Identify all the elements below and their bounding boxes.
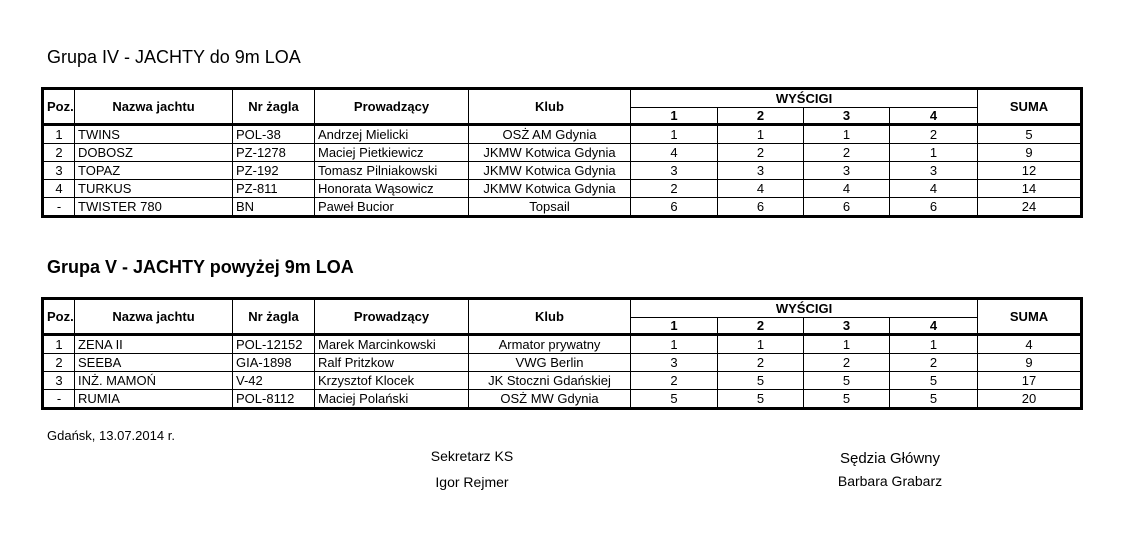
header-races: WYŚCIGI <box>631 89 978 108</box>
header-race-2: 2 <box>718 318 804 335</box>
cell-race-4: 2 <box>890 125 978 144</box>
cell-sum: 5 <box>978 125 1082 144</box>
judge-role: Sędzia Główny <box>839 450 941 467</box>
cell-club: JK Stoczni Gdańskiej <box>469 372 631 390</box>
table-row <box>43 162 1082 180</box>
cell-race-4: 6 <box>890 198 978 217</box>
cell-race-2: 1 <box>718 335 804 354</box>
cell-club: OSŻ AM Gdynia <box>469 125 631 144</box>
cell-race-1: 4 <box>631 144 718 162</box>
cell-yacht-name: TOPAZ <box>75 162 233 180</box>
table-row <box>43 180 1082 198</box>
cell-sum: 17 <box>978 372 1082 390</box>
cell-club: JKMW Kotwica Gdynia <box>469 162 631 180</box>
header-poz: Poz. <box>43 299 75 335</box>
cell-club: Armator prywatny <box>469 335 631 354</box>
header-skipper: Prowadzący <box>315 299 469 335</box>
header-sum: SUMA <box>978 89 1082 125</box>
header-club: Klub <box>469 299 631 335</box>
cell-sail-number: BN <box>233 198 315 217</box>
cell-yacht-name: SEEBA <box>75 354 233 372</box>
header-race-1: 1 <box>631 318 718 335</box>
cell-skipper: Marek Marcinkowski <box>315 335 469 354</box>
cell-race-1: 2 <box>631 372 718 390</box>
cell-sum: 4 <box>978 335 1082 354</box>
cell-race-3: 3 <box>804 162 890 180</box>
cell-race-3: 6 <box>804 198 890 217</box>
cell-skipper: Honorata Wąsowicz <box>315 180 469 198</box>
header-race-3: 3 <box>804 108 890 125</box>
cell-sail-number: GIA-1898 <box>233 354 315 372</box>
group5-results-table <box>41 297 1083 410</box>
cell-poz: 1 <box>43 125 75 144</box>
cell-sail-number: PZ-811 <box>233 180 315 198</box>
table-row <box>43 144 1082 162</box>
cell-race-4: 5 <box>890 372 978 390</box>
cell-race-3: 1 <box>804 125 890 144</box>
table-row <box>43 354 1082 372</box>
header-yacht-name: Nazwa jachtu <box>75 299 233 335</box>
cell-poz: 4 <box>43 180 75 198</box>
table-row <box>43 198 1082 217</box>
cell-skipper: Maciej Pietkiewicz <box>315 144 469 162</box>
cell-club: VWG Berlin <box>469 354 631 372</box>
cell-sum: 12 <box>978 162 1082 180</box>
cell-race-4: 3 <box>890 162 978 180</box>
cell-race-2: 5 <box>718 390 804 409</box>
cell-sail-number: V-42 <box>233 372 315 390</box>
cell-race-2: 4 <box>718 180 804 198</box>
cell-sum: 9 <box>978 354 1082 372</box>
cell-poz: - <box>43 390 75 409</box>
cell-race-1: 1 <box>631 125 718 144</box>
cell-yacht-name: TURKUS <box>75 180 233 198</box>
cell-poz: 2 <box>43 144 75 162</box>
cell-club: OSŻ MW Gdynia <box>469 390 631 409</box>
header-race-3: 3 <box>804 318 890 335</box>
cell-yacht-name: TWINS <box>75 125 233 144</box>
cell-sum: 14 <box>978 180 1082 198</box>
cell-yacht-name: RUMIA <box>75 390 233 409</box>
cell-skipper: Ralf Pritzkow <box>315 354 469 372</box>
cell-poz: 1 <box>43 335 75 354</box>
cell-yacht-name: TWISTER 780 <box>75 198 233 217</box>
cell-race-2: 2 <box>718 354 804 372</box>
group5-title: Grupa V - JACHTY powyżej 9m LOA <box>47 257 354 277</box>
header-sail-number: Nr żagla <box>233 299 315 335</box>
header-poz: Poz. <box>43 89 75 125</box>
header-club: Klub <box>469 89 631 125</box>
cell-race-3: 2 <box>804 144 890 162</box>
cell-race-1: 5 <box>631 390 718 409</box>
cell-race-4: 2 <box>890 354 978 372</box>
cell-race-3: 5 <box>804 372 890 390</box>
cell-race-2: 5 <box>718 372 804 390</box>
cell-sail-number: POL-38 <box>233 125 315 144</box>
cell-poz: 2 <box>43 354 75 372</box>
header-race-1: 1 <box>631 108 718 125</box>
cell-club: JKMW Kotwica Gdynia <box>469 180 631 198</box>
cell-skipper: Maciej Polański <box>315 390 469 409</box>
header-races: WYŚCIGI <box>631 299 978 318</box>
cell-race-1: 6 <box>631 198 718 217</box>
cell-race-3: 2 <box>804 354 890 372</box>
cell-poz: 3 <box>43 162 75 180</box>
cell-sail-number: PZ-1278 <box>233 144 315 162</box>
judge-name: Barbara Grabarz <box>837 473 943 489</box>
cell-race-2: 6 <box>718 198 804 217</box>
cell-race-1: 1 <box>631 335 718 354</box>
cell-skipper: Paweł Bucior <box>315 198 469 217</box>
cell-skipper: Andrzej Mielicki <box>315 125 469 144</box>
header-sail-number: Nr żagla <box>233 89 315 125</box>
document-date: Gdańsk, 13.07.2014 r. <box>47 428 175 443</box>
cell-sail-number: PZ-192 <box>233 162 315 180</box>
cell-skipper: Krzysztof Klocek <box>315 372 469 390</box>
cell-race-1: 2 <box>631 180 718 198</box>
cell-sum: 24 <box>978 198 1082 217</box>
cell-race-4: 1 <box>890 144 978 162</box>
table-row <box>43 390 1082 409</box>
cell-sum: 20 <box>978 390 1082 409</box>
header-race-2: 2 <box>718 108 804 125</box>
header-race-4: 4 <box>890 318 978 335</box>
cell-race-4: 5 <box>890 390 978 409</box>
cell-race-2: 2 <box>718 144 804 162</box>
cell-race-4: 4 <box>890 180 978 198</box>
cell-skipper: Tomasz Pilniakowski <box>315 162 469 180</box>
cell-yacht-name: INŻ. MAMOŃ <box>75 372 233 390</box>
header-yacht-name: Nazwa jachtu <box>75 89 233 125</box>
secretary-role: Sekretarz KS <box>430 448 514 464</box>
cell-yacht-name: DOBOSZ <box>75 144 233 162</box>
cell-race-3: 1 <box>804 335 890 354</box>
cell-sail-number: POL-8112 <box>233 390 315 409</box>
cell-sail-number: POL-12152 <box>233 335 315 354</box>
secretary-name: Igor Rejmer <box>435 474 509 490</box>
cell-race-3: 4 <box>804 180 890 198</box>
header-skipper: Prowadzący <box>315 89 469 125</box>
header-race-4: 4 <box>890 108 978 125</box>
table-row <box>43 125 1082 144</box>
table-row <box>43 372 1082 390</box>
table-row <box>43 335 1082 354</box>
cell-race-1: 3 <box>631 354 718 372</box>
group4-title: Grupa IV - JACHTY do 9m LOA <box>47 47 301 67</box>
cell-race-1: 3 <box>631 162 718 180</box>
cell-poz: - <box>43 198 75 217</box>
cell-race-2: 1 <box>718 125 804 144</box>
cell-club: JKMW Kotwica Gdynia <box>469 144 631 162</box>
group4-results-table <box>41 87 1083 218</box>
cell-race-2: 3 <box>718 162 804 180</box>
header-sum: SUMA <box>978 299 1082 335</box>
cell-club: Topsail <box>469 198 631 217</box>
cell-yacht-name: ZENA II <box>75 335 233 354</box>
cell-race-4: 1 <box>890 335 978 354</box>
cell-sum: 9 <box>978 144 1082 162</box>
cell-poz: 3 <box>43 372 75 390</box>
cell-race-3: 5 <box>804 390 890 409</box>
